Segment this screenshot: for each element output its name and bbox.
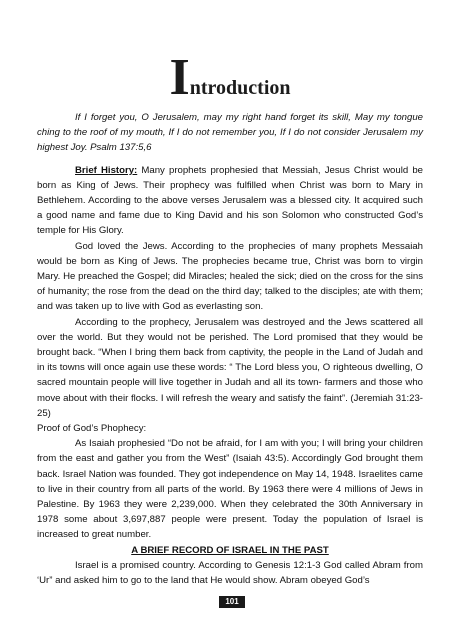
paragraph-jerusalem-destroyed: According to the prophecy, Jerusalem was destroyed and the Jews scattered all over the world. But they would not be perished. The Lord promised that they would be brought back. “When I bring them back from captivity, the people in the Land of Judah and in its towns will once again use these words: “ The Lord bless you, O righteous dwelling, O sacred mountain people will live together in Judah and all its town- farmers and those who move about with their flocks. I will refresh the weary and satisfy the faint”. (Jeremiah 31:23-25) — [37, 316, 423, 419]
paragraph-god-loved-jews: God loved the Jews. According to the prophecies of many prophets Messaiah would be born as King of Jews. The prophecies became true, Christ was born to virgin Mary. He preached the Gospel; did Miracles; healed the sick; died on the cross for the sins of humanity; the rose from the dead on the third day; talked to the disciples; ate with them; and was taken up to live with God as everlasting son. — [37, 240, 423, 313]
brief-history-label: Brief History: — [75, 164, 138, 176]
section-heading: A BRIEF RECORD OF ISRAEL IN THE PAST — [131, 544, 329, 556]
brief-history-paragraph — [37, 163, 423, 239]
page-content — [37, 49, 423, 588]
page-title — [37, 49, 423, 106]
paragraph-promised-country: Israel is a promised country. According to Genesis 12:1-3 God called Abram from ‘Ur” and asked him to go to the land that He would show. Abram obeyed God’s — [37, 559, 423, 587]
paragraph-isaiah-prophecy: As Isaiah prophesied “Do not be afraid, for I am with you; I will bring your children from the east and gather you from the West” (Isaiah 43:5). Accordingly God brought them back. Israel Nation was founded. They got independence on May 14, 1948. Israelites came to live in their country from all parts of the world. By 1963 there were 4 millions of Jews in Palestine. By 1963 they were 2,239,000. When they celebrated the 30th Anniversary in 1978 some about 3,697,887 people were present. Today the population of Israel is increased to great number. — [37, 438, 423, 541]
page-number: 101 — [219, 596, 245, 608]
brief-history-text: Many prophets prophesied that Messiah, Jesus Christ would be born as King of Jews. Their prophecy was fulfilled when Christ was born to Mary in Bethlehem. According to the above verses Jerusalem was a blessed city. It acquired such a good name and fame due to King David and his son Solomon who constructed God’s temple for His Glory. — [37, 164, 423, 237]
scripture-quote: If I forget you, O Jerusalem, may my right hand forget its skill, May my tongue ching to the roof of my mouth, If I do not remember you, If I do not consider Jerusalem my highest Joy. Psalm 137:5,6 — [37, 112, 423, 154]
title-rest: ntroduction — [189, 77, 291, 99]
proof-heading: Proof of God’s Phophecy: — [37, 423, 147, 435]
title-initial: I — [169, 49, 190, 106]
